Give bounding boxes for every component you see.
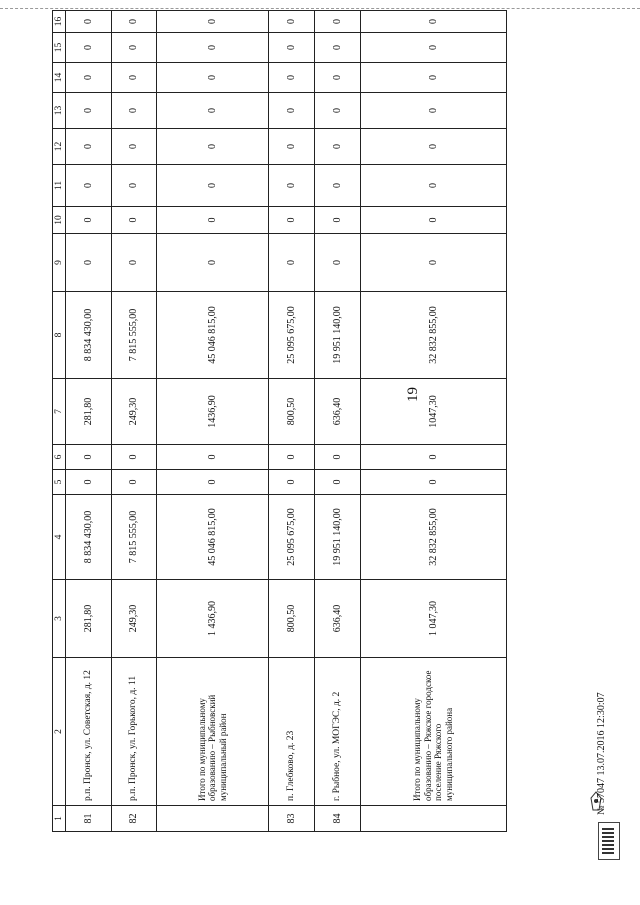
cell: 0 (111, 63, 157, 93)
cell: 0 (314, 11, 360, 33)
row-number: 84 (314, 806, 360, 832)
cell: 281,80 (66, 379, 112, 445)
cell: 0 (269, 129, 315, 165)
cell: 25 095 675,00 (269, 292, 315, 379)
col-header: 1 (53, 806, 66, 832)
cell: 19 951 140,00 (314, 292, 360, 379)
cell: 0 (269, 63, 315, 93)
row-number (157, 806, 269, 832)
cell: 0 (66, 11, 112, 33)
col-header: 4 (53, 495, 66, 580)
cell: 0 (314, 63, 360, 93)
row-number: 81 (66, 806, 112, 832)
cell: 45 046 815,00 (157, 495, 269, 580)
cell: 0 (360, 470, 506, 495)
cell: 1436,90 (157, 379, 269, 445)
cell: 0 (360, 129, 506, 165)
address-cell: р.п. Пронск, ул. Советская, д. 12 (66, 658, 112, 806)
cell: 0 (157, 33, 269, 63)
cell: 0 (157, 207, 269, 234)
cell: 0 (157, 165, 269, 207)
cell: 800,50 (269, 379, 315, 445)
table-row (66, 11, 112, 832)
cell: 0 (269, 11, 315, 33)
cell: 0 (157, 63, 269, 93)
cell: 1 436,90 (157, 580, 269, 658)
cell: 0 (360, 63, 506, 93)
registration-footer: № 57047 13.07.2016 12:30:07 (596, 692, 607, 815)
cell: 0 (269, 445, 315, 470)
cell: 7 815 555,00 (111, 495, 157, 580)
table-row-total (360, 11, 506, 832)
cell: 0 (157, 234, 269, 292)
col-header: 16 (53, 11, 66, 33)
data-table (52, 10, 507, 832)
cell: 0 (269, 207, 315, 234)
cell: 0 (269, 93, 315, 129)
cell: 281,80 (66, 580, 112, 658)
table-row-total (157, 11, 269, 832)
cell: 0 (157, 470, 269, 495)
cell: 45 046 815,00 (157, 292, 269, 379)
col-header: 6 (53, 445, 66, 470)
cell: 0 (66, 445, 112, 470)
cell: 0 (269, 33, 315, 63)
cell: 0 (360, 165, 506, 207)
cell: 25 095 675,00 (269, 495, 315, 580)
cell: 0 (360, 93, 506, 129)
table-body (66, 11, 507, 832)
cell: 0 (269, 234, 315, 292)
cell: 0 (314, 129, 360, 165)
cell: 0 (157, 129, 269, 165)
cell: 0 (66, 93, 112, 129)
header-row (53, 11, 66, 832)
cell: 0 (269, 470, 315, 495)
col-header: 5 (53, 470, 66, 495)
cell: 0 (66, 165, 112, 207)
col-header: 15 (53, 33, 66, 63)
cell: 0 (111, 11, 157, 33)
table-row (314, 11, 360, 832)
cell: 19 951 140,00 (314, 495, 360, 580)
top-border-line (0, 8, 640, 9)
cell: 0 (314, 33, 360, 63)
cell: 0 (269, 165, 315, 207)
cell: 0 (314, 445, 360, 470)
cell: 636,40 (314, 580, 360, 658)
col-header: 3 (53, 580, 66, 658)
cell: 0 (360, 207, 506, 234)
cell: 0 (111, 207, 157, 234)
cell: 800,50 (269, 580, 315, 658)
cell: 32 832 855,00 (360, 292, 506, 379)
cell: 0 (360, 11, 506, 33)
row-number: 82 (111, 806, 157, 832)
col-header: 8 (53, 292, 66, 379)
cell: 249,30 (111, 580, 157, 658)
col-header: 9 (53, 234, 66, 292)
cell: 0 (66, 470, 112, 495)
cell: 0 (360, 33, 506, 63)
cell: 0 (314, 470, 360, 495)
cell: 0 (360, 234, 506, 292)
page-number: 19 (405, 387, 421, 402)
cell: 0 (66, 207, 112, 234)
address-cell: п. Глебково, д. 23 (269, 658, 315, 806)
cell: 0 (66, 33, 112, 63)
col-header: 14 (53, 63, 66, 93)
cell: 1 047,30 (360, 580, 506, 658)
col-header: 12 (53, 129, 66, 165)
cell: 0 (314, 234, 360, 292)
row-number: 83 (269, 806, 315, 832)
barcode-stamp (598, 822, 620, 860)
address-cell: р.п. Пронск, ул. Горького, д. 11 (111, 658, 157, 806)
cell: 0 (111, 165, 157, 207)
cell: 0 (360, 445, 506, 470)
col-header: 7 (53, 379, 66, 445)
cell: 0 (111, 445, 157, 470)
cell: 0 (111, 93, 157, 129)
cell: 0 (314, 165, 360, 207)
cell: 0 (66, 129, 112, 165)
cell: 0 (157, 11, 269, 33)
cell: 0 (66, 234, 112, 292)
table-row (111, 11, 157, 832)
cell: 249,30 (111, 379, 157, 445)
cell: 0 (111, 33, 157, 63)
cell: 636,40 (314, 379, 360, 445)
cell: 0 (157, 445, 269, 470)
rotated-table-container (52, 16, 507, 832)
total-label-cell: Итого по муниципальному образованию – Ряжское городское поселение Ряжского муниципального района (360, 658, 506, 806)
cell: 32 832 855,00 (360, 495, 506, 580)
cell: 8 834 430,00 (66, 495, 112, 580)
cell: 1047,30 (360, 379, 506, 445)
cell: 0 (314, 93, 360, 129)
cell: 0 (111, 129, 157, 165)
col-header: 2 (53, 658, 66, 806)
row-number (360, 806, 506, 832)
cell: 7 815 555,00 (111, 292, 157, 379)
cell: 0 (66, 63, 112, 93)
address-cell: г. Рыбное, ул. МОГЭС, д. 2 (314, 658, 360, 806)
table-row (269, 11, 315, 832)
cell: 0 (314, 207, 360, 234)
total-label-cell: Итого по муниципальному образованию – Рыбновский муниципальный район (157, 658, 269, 806)
cell: 0 (157, 93, 269, 129)
col-header: 10 (53, 207, 66, 234)
cell: 0 (111, 234, 157, 292)
col-header: 11 (53, 165, 66, 207)
cell: 0 (111, 470, 157, 495)
cell: 8 834 430,00 (66, 292, 112, 379)
col-header: 13 (53, 93, 66, 129)
